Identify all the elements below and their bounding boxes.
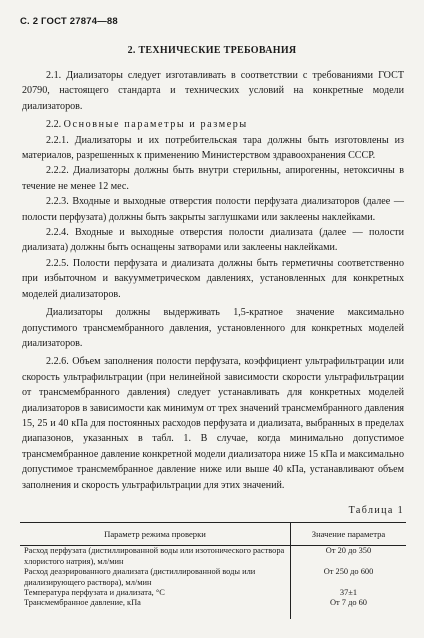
cell-value: От 20 до 350 [325,546,372,556]
table-row [20,598,406,618]
paragraph-2-2-3: 2.2.3. Входные и выходные отверстия полости перфузата диализаторов (далее — полости перфузата) должны быть закрыты заглушками или заклеены наклейками. [22,196,404,223]
cell-param: Расход перфузата (дистиллированной воды или изотонического раствора хлористого натрия), мл/мин [20,546,291,567]
paragraph-2-2-1: 2.2.1. Диализаторы и их потребительская тара должны быть изготовлены из материалов, разрешенных к применению Министерством здравоохранения СССР. [22,134,404,162]
paragraph-2-2-2: 2.2.2. Диализаторы должны быть внутри стерильны, апирогенны, нетоксичны в течение не менее 12 мес. [22,165,404,192]
body-text [22,68,404,493]
table-header-row [20,523,406,546]
cell-param: Расход деаэрированного диализата (дистиллированной воды или диализирующего раствора), мл/мин [20,567,291,588]
paragraph-2-2-5: 2.2.5. Полости перфузата и диализата должны быть герметичны соответственно при избыточном и вакуумметрическом давлениях, установленных для конкретных моделей диализаторов. [22,257,404,300]
header-param: Параметр режима проверки [20,523,291,546]
parameters-table [20,522,406,619]
paragraph-2-2-heading: Основные параметры и размеры [63,119,248,131]
cell-value: От 7 до 60 [329,598,367,608]
cell-value: 37±1 [339,588,358,598]
table-row [20,567,406,588]
cell-param: Трансмембранное давление, кПа [20,598,291,618]
page-header: С. 2 ГОСТ 27874—88 [20,16,118,27]
section-title: 2. ТЕХНИЧЕСКИЕ ТРЕБОВАНИЯ [127,45,297,56]
paragraph-2-2 [22,117,404,132]
cell-param: Температура перфузата и диализата, °С [20,588,291,598]
cell-value: От 250 до 600 [323,567,374,577]
table-caption: Таблица 1 [348,505,404,516]
table-row [20,546,406,567]
header-value: Значение параметра [291,523,407,546]
paragraph-2-2-number: 2.2. [46,119,62,131]
paragraph-2-2-6: 2.2.6. Объем заполнения полости перфузата, коэффициент ультрафильтрации или скорость ультрафильтрации (при нелинейной зависимости скорости ультрафильтрации от трансмембранного давления) следует устанавливать для конкретных моделей диализаторов в зависимости как минимум от трех значений трансмембранного давления 15, 25 и 40 кПа для постоянных расходов перфузата и диализата, выбранных в пределах диапазонов, указанных в табл. 1. В случае, когда минимально допустимое трансмембранное давление конкретной модели диализатора ниже 15 кПа и максимально допустимое трансмембранное давление ниже или выше 40 кПа, устанавливают объем заполнения и скорость ультрафильтрации для этих значений. [22,356,405,491]
table-row [20,588,406,598]
paragraph-pressure: Диализаторы должны выдерживать 1,5-кратное значение максимально допустимого трансмембранного давления, установленного для конкретных моделей диализаторов. [22,307,404,349]
paragraph-2-2-4: 2.2.4. Входные и выходные отверстия полости диализата (далее — полости диализата) должны быть оснащены затворами или заклеены наклейками. [22,227,404,254]
paragraph-2-1: 2.1. Диализаторы следует изготавливать в соответствии с требованиями ГОСТ 20790, настоящего стандарта и технических условий на конкретные модели диализаторов. [22,70,404,112]
